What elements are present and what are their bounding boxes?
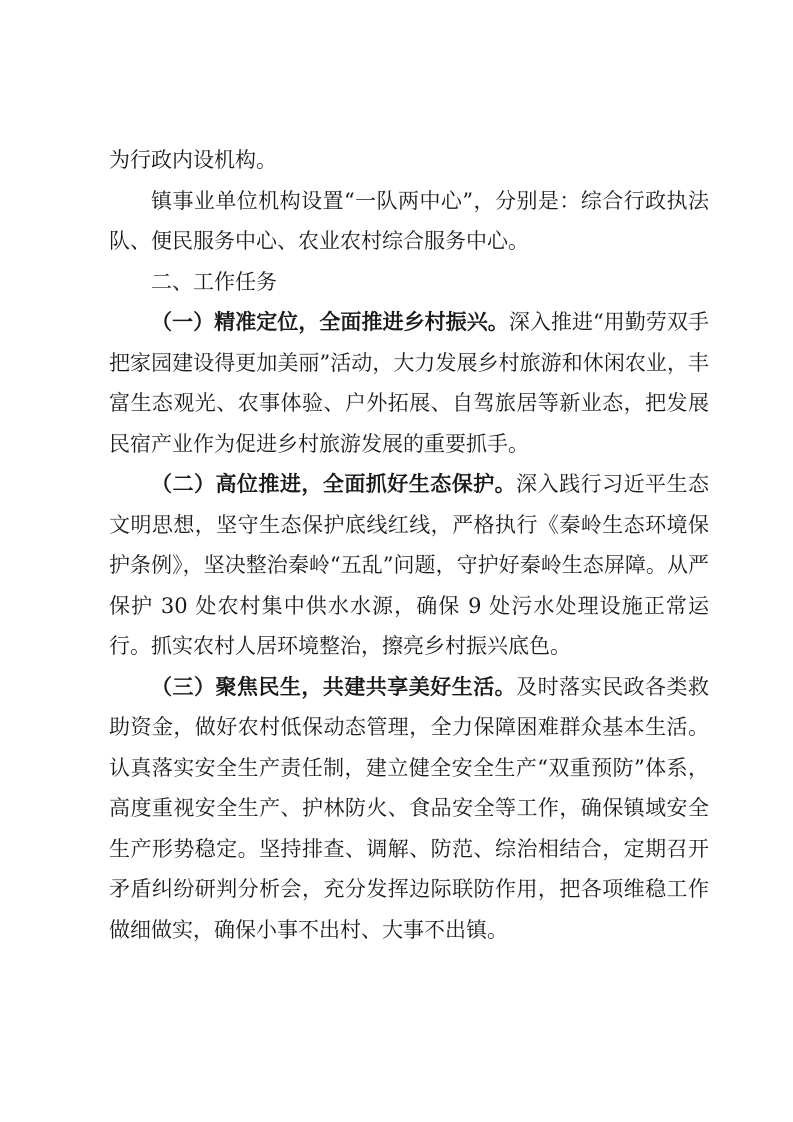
paragraph-continuation: 为行政内设机构。 [109,148,277,172]
task-2-title: （二）高位推进，全面抓好生态保护。 [151,472,517,496]
paragraph-task-3 [109,667,709,951]
section-heading-work-tasks: 二、工作任务 [151,269,277,294]
task-3-title: （三）聚焦民生，共建共享美好生活。 [151,674,517,699]
document-page [109,140,709,950]
task-1-title: （一）精准定位，全面推进乡村振兴。 [151,310,509,334]
paragraph-task-2 [109,464,709,667]
paragraph-institutions: 镇事业单位机构设置“一队两中心”，分别是：综合行政执法队、便民服务中心、农业农村综合服务中心。 [109,188,709,253]
task-1-body: 深入推进“用勤劳双手把家园建设得更加美丽”活动，大力发展乡村旅游和休闲农业，丰富生态观光、农事体验、户外拓展、自驾旅居等新业态，把发展民宿产业作为促进乡村旅游发展的重要抓手。 [109,310,709,456]
task-2-body: 深入践行习近平生态文明思想，坚守生态保护底线红线，严格执行《秦岭生态环境保护条例》，坚决整治秦岭“五乱”问题，守护好秦岭生态屏障。从严保护 30 处农村集中供水水源，确保 9 处污水处理设施正常运行。抓实农村人居环境整治，擦亮乡村振兴底色。 [109,472,710,658]
paragraph-task-1 [109,302,709,464]
task-3-body: 及时落实民政各类救助资金，做好农村低保动态管理，全力保障困难群众基本生活。认真落实安全生产责任制，建立健全安全生产“双重预防”体系，高度重视安全生产、护林防火、食品安全等工作，确保镇域安全生产形势稳定。坚持排查、调解、防范、综治相结合，定期召开矛盾纠纷研判分析会，充分发挥边际联防作用，把各项维稳工作做细做实，确保小事不出村、大事不出镇。 [109,674,710,942]
